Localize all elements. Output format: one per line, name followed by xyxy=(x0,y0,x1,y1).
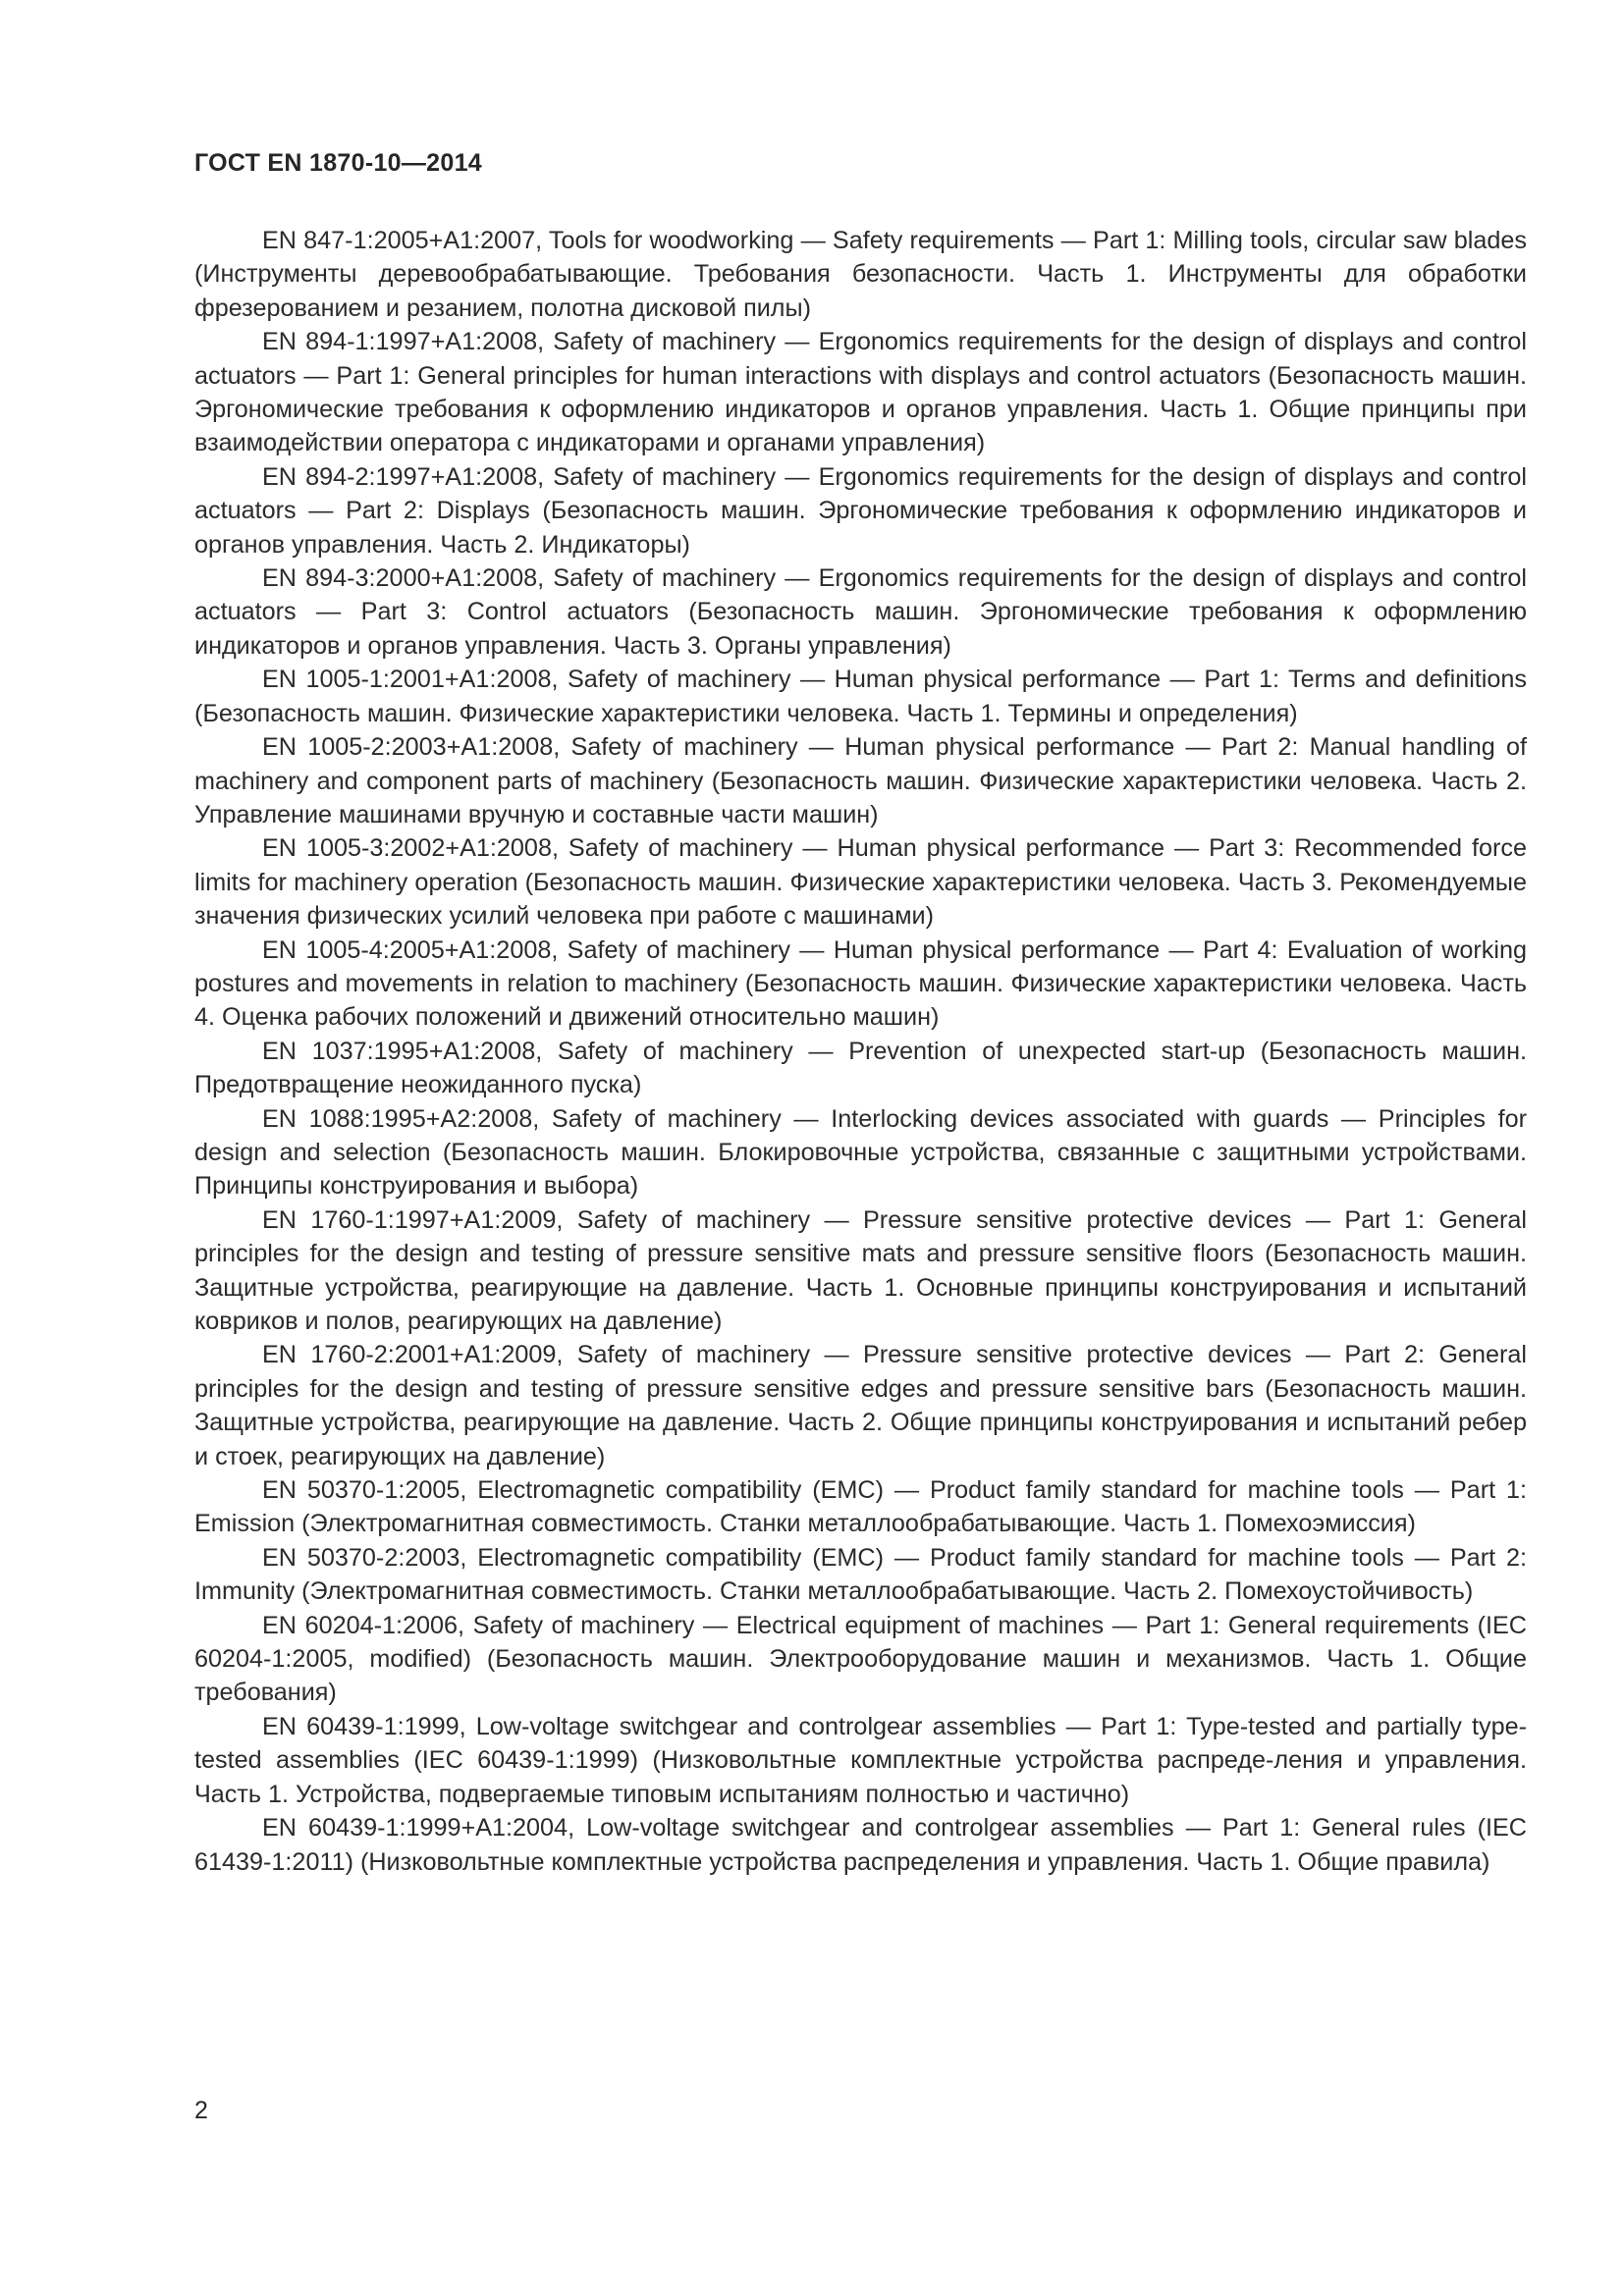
reference-entry: EN 60439-1:1999, Low-voltage switchgear and controlgear assemblies — Part 1: Type-tested and partially type-tested assemblies (IEC 60439-1:1999) (Низковольтные комплектные устройства распреде-ления и управления. Часть 1. Устройства, подвергаемые типовым испытаниям полностью и частично) xyxy=(194,1712,1527,1808)
normative-references-list xyxy=(194,224,1527,1879)
page-header-standard-id: ГОСТ EN 1870-10—2014 xyxy=(194,149,482,177)
reference-entry: EN 1037:1995+A1:2008, Safety of machinery — Prevention of unexpected start-up (Безопасность машин. Предотвращение неожиданного пуска) xyxy=(194,1037,1527,1099)
reference-entry: EN 1005-4:2005+A1:2008, Safety of machinery — Human physical performance — Part 4: Evaluation of working postures and movements in relation to machinery (Безопасность машин. Физические характеристики человека. Часть 4. Оценка рабочих положений и движений относительно машин) xyxy=(194,935,1527,1032)
reference-entry: EN 1005-2:2003+A1:2008, Safety of machinery — Human physical performance — Part 2: Manual handling of machinery and component parts of machinery (Безопасность машин. Физические характеристики человека. Часть 2. Управление машинами вручную и составные части машин) xyxy=(194,733,1527,828)
reference-entry: EN 1760-2:2001+A1:2009, Safety of machinery — Pressure sensitive protective devices — Part 2: General principles for the design and testing of pressure sensitive edges and pressure sensitive bars (Безопасность машин. Защитные устройства, реагирующие на давление. Часть 2. Общие принципы конструирования и испытаний ребер и стоек, реагирующих на давление) xyxy=(194,1341,1527,1470)
reference-entry: EN 894-1:1997+A1:2008, Safety of machinery — Ergonomics requirements for the design of displays and control actuators — Part 1: General principles for human interactions with displays and control actuators (Безопасность машин. Эргономические требования к оформлению индикаторов и органов управления. Часть 1. Общие принципы при взаимодействии оператора с индикаторами и органами управления) xyxy=(194,328,1527,457)
reference-entry: EN 847-1:2005+A1:2007, Tools for woodworking — Safety requirements — Part 1: Milling tools, circular saw blades (Инструменты деревообрабатывающие. Требования безопасности. Часть 1. Инструменты для обработки фрезерованием и резанием, полотна дисковой пилы) xyxy=(194,227,1527,322)
reference-entry: EN 50370-2:2003, Electromagnetic compatibility (EMC) — Product family standard for machine tools — Part 2: Immunity (Электромагнитная совместимость. Станки металлообрабатывающие. Часть 2. Помехоустойчивость) xyxy=(194,1543,1527,1606)
reference-entry: EN 894-3:2000+A1:2008, Safety of machinery — Ergonomics requirements for the design of displays and control actuators — Part 3: Control actuators (Безопасность машин. Эргономические требования к оформлению индикаторов и органов управления. Часть 3. Органы управления) xyxy=(194,564,1527,660)
reference-entry: EN 1760-1:1997+A1:2009, Safety of machinery — Pressure sensitive protective devices — Part 1: General principles for the design and testing of pressure sensitive mats and pressure sensitive floors (Безопасность машин. Защитные устройства, реагирующие на давление. Часть 1. Основные принципы конструирования и испытаний ковриков и полов, реагирующих на давление) xyxy=(194,1205,1527,1335)
reference-entry: EN 1005-1:2001+A1:2008, Safety of machinery — Human physical performance — Part 1: Terms and definitions (Безопасность машин. Физические характеристики человека. Часть 1. Термины и определения) xyxy=(194,666,1527,727)
reference-entry: EN 1005-3:2002+A1:2008, Safety of machinery — Human physical performance — Part 3: Recommended force limits for machinery operation (Безопасность машин. Физические характеристики человека. Часть 3. Рекомендуемые значения физических усилий человека при работе с машинами) xyxy=(194,834,1527,931)
reference-entry: EN 1088:1995+A2:2008, Safety of machinery — Interlocking devices associated with guards — Principles for design and selection (Безопасность машин. Блокировочные устройства, связанные с защитными устройствами. Принципы конструирования и выбора) xyxy=(194,1104,1527,1201)
page-number: 2 xyxy=(194,2097,208,2124)
reference-entry: EN 50370-1:2005, Electromagnetic compatibility (EMC) — Product family standard for machine tools — Part 1: Emission (Электромагнитная совместимость. Станки металлообрабатывающие. Часть 1. Помехоэмиссия) xyxy=(194,1476,1527,1538)
reference-entry: EN 60439-1:1999+A1:2004, Low-voltage switchgear and controlgear assemblies — Part 1: General rules (IEC 61439-1:2011) (Низковольтные комплектные устройства распределения и управления. Часть 1. Общие правила) xyxy=(194,1814,1527,1876)
reference-entry: EN 60204-1:2006, Safety of machinery — Electrical equipment of machines — Part 1: General requirements (IEC 60204-1:2005, modified) (Безопасность машин. Электрооборудование машин и механизмов. Часть 1. Общие требования) xyxy=(194,1611,1527,1707)
reference-entry: EN 894-2:1997+A1:2008, Safety of machinery — Ergonomics requirements for the design of displays and control actuators — Part 2: Displays (Безопасность машин. Эргономические требования к оформлению индикаторов и органов управления. Часть 2. Индикаторы) xyxy=(194,462,1527,559)
